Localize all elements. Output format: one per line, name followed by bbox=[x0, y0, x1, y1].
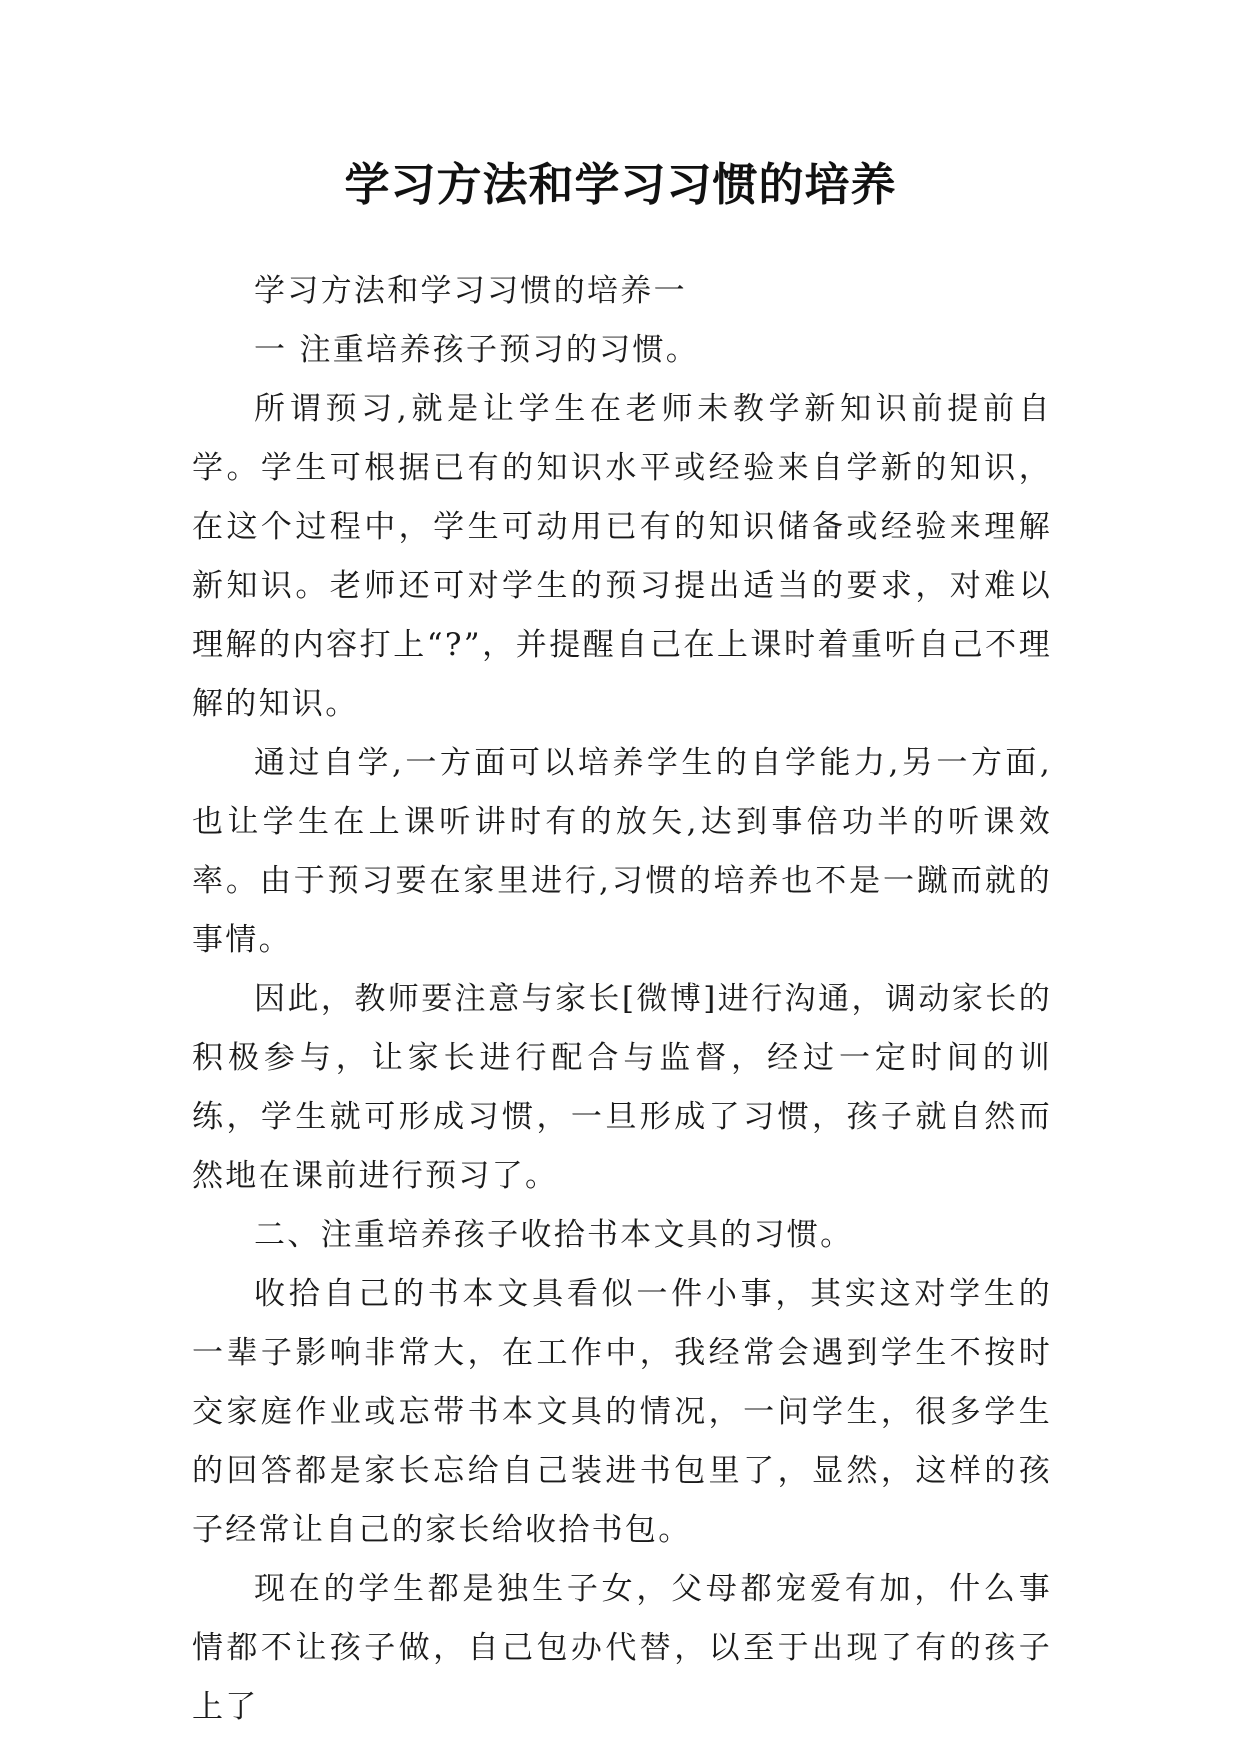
paragraph: 所谓预习,就是让学生在老师未教学新知识前提前自学。学生可根据已有的知识水平或经验来自学新的知识，在这个过程中，学生可动用已有的知识储备或经验来理解新知识。老师还可对学生的预习提出适当的要求，对难以理解的内容打上“?”，并提醒自己在上课时着重听自己不理解的知识。 bbox=[192, 391, 1052, 722]
paragraph: 通过自学,一方面可以培养学生的自学能力,另一方面,也让学生在上课听讲时有的放矢,达到事倍功半的听课效率。由于预习要在家里进行,习惯的培养也不是一蹴而就的事情。 bbox=[192, 745, 1052, 958]
paragraph: 二、注重培养孩子收拾书本文具的习惯。 bbox=[254, 1217, 854, 1253]
paragraph: 因此，教师要注意与家长[微博]进行沟通，调动家长的积极参与，让家长进行配合与监督，经过一定时间的训练，学生就可形成习惯，一旦形成了习惯，孩子就自然而然地在课前进行预习了。 bbox=[192, 981, 1052, 1194]
paragraph: 现在的学生都是独生子女，父母都宠爱有加，什么事情都不让孩子做，自己包办代替，以至于出现了有的孩子上了 bbox=[192, 1571, 1052, 1725]
document-body bbox=[192, 262, 1052, 1737]
paragraph: 收拾自己的书本文具看似一件小事，其实这对学生的一辈子影响非常大，在工作中，我经常会遇到学生不按时交家庭作业或忘带书本文具的情况，一问学生，很多学生的回答都是家长忘给自己装进书包里了，显然，这样的孩子经常让自己的家长给收拾书包。 bbox=[192, 1276, 1052, 1548]
paragraph: 一 注重培养孩子预习的习惯。 bbox=[254, 332, 700, 368]
paragraph: 学习方法和学习习惯的培养一 bbox=[254, 273, 687, 309]
document-title: 学习方法和学习习惯的培养 bbox=[344, 158, 897, 211]
